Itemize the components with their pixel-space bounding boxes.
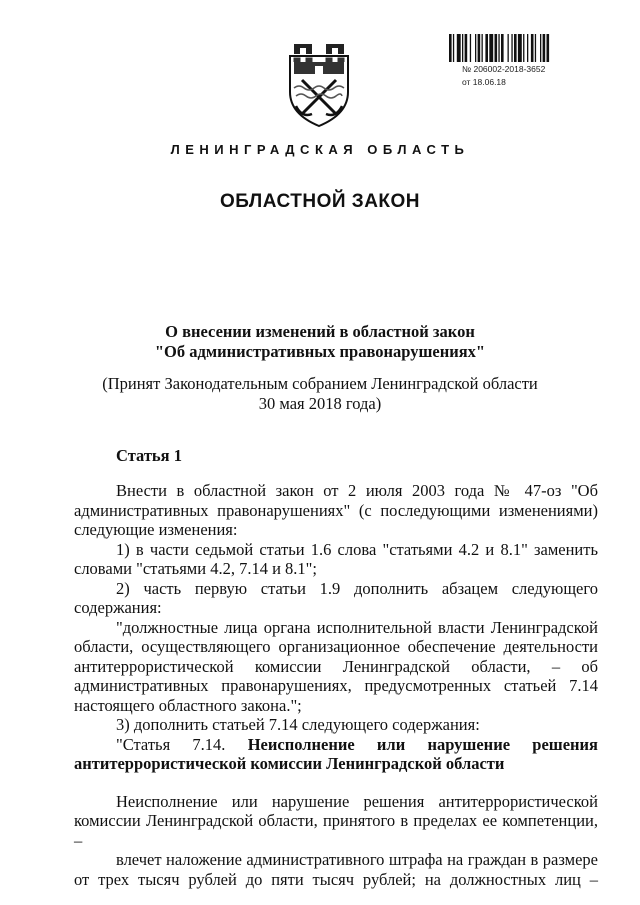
law-title xyxy=(0,322,640,362)
adoption-note xyxy=(0,374,640,414)
paragraph-intro: Внести в областной закон от 2 июля 2003 года № 47-оз "Об административных правонарушениях" (с последующими изменениями) следующие изменения: xyxy=(74,481,598,539)
coat-of-arms-emblem xyxy=(284,40,354,128)
paragraph-change-3: 3) дополнить статьей 7.14 следующего содержания: xyxy=(116,715,480,734)
paragraph-violation: Неисполнение или нарушение решения антитеррористической комиссии Ленинградской области, принятого в пределах ее компетенции, – xyxy=(74,791,598,850)
registration-date: от 18.06.18 xyxy=(462,77,506,87)
law-title-line2: "Об административных правонарушениях" xyxy=(154,342,486,361)
adoption-note-line1: (Принят Законодательным собранием Ленинградской области xyxy=(102,374,538,393)
document-body xyxy=(74,481,598,889)
paragraph-penalty: влечет наложение административного штрафа на граждан в размере от трех тысяч рублей до пяти тысяч рублей; на должностных лиц – xyxy=(74,850,598,889)
article-number-label: "Статья 7.14. xyxy=(116,734,248,754)
document-type: ОБЛАСТНОЙ ЗАКОН xyxy=(219,191,421,212)
paragraph-change-2: 2) часть первую статьи 1.9 дополнить абзацем следующего содержания: xyxy=(74,578,598,617)
article-title-bold: Неисполнение или нарушение решения антитеррористической комиссии Ленинградской области xyxy=(74,734,598,773)
adoption-note-line2: 30 мая 2018 года) xyxy=(258,394,382,413)
paragraph-change-1: 1) в части седьмой статьи 1.6 слова "статьями 4.2 и 8.1" заменить словами "статьями 4.2, 7.14 и 8.1"; xyxy=(74,539,598,578)
barcode xyxy=(449,34,593,62)
paragraph-quoted-text: "должностные лица органа исполнительной власти Ленинградской области, осуществляющего организационное обеспечение деятельности антитеррористической комиссии Ленинградской области, – об административных правонарушениях, предусмотренных статьей 7.14 настоящего областного закона."; xyxy=(74,617,598,715)
registration-info xyxy=(462,63,545,89)
paragraph-article-heading xyxy=(74,735,598,774)
article-heading: Статья 1 xyxy=(116,446,182,465)
region-name: ЛЕНИНГРАДСКАЯ ОБЛАСТЬ xyxy=(170,142,470,157)
registration-number: № 206002-2018-3652 xyxy=(462,64,546,74)
law-title-line1: О внесении изменений в областной закон xyxy=(165,322,475,341)
